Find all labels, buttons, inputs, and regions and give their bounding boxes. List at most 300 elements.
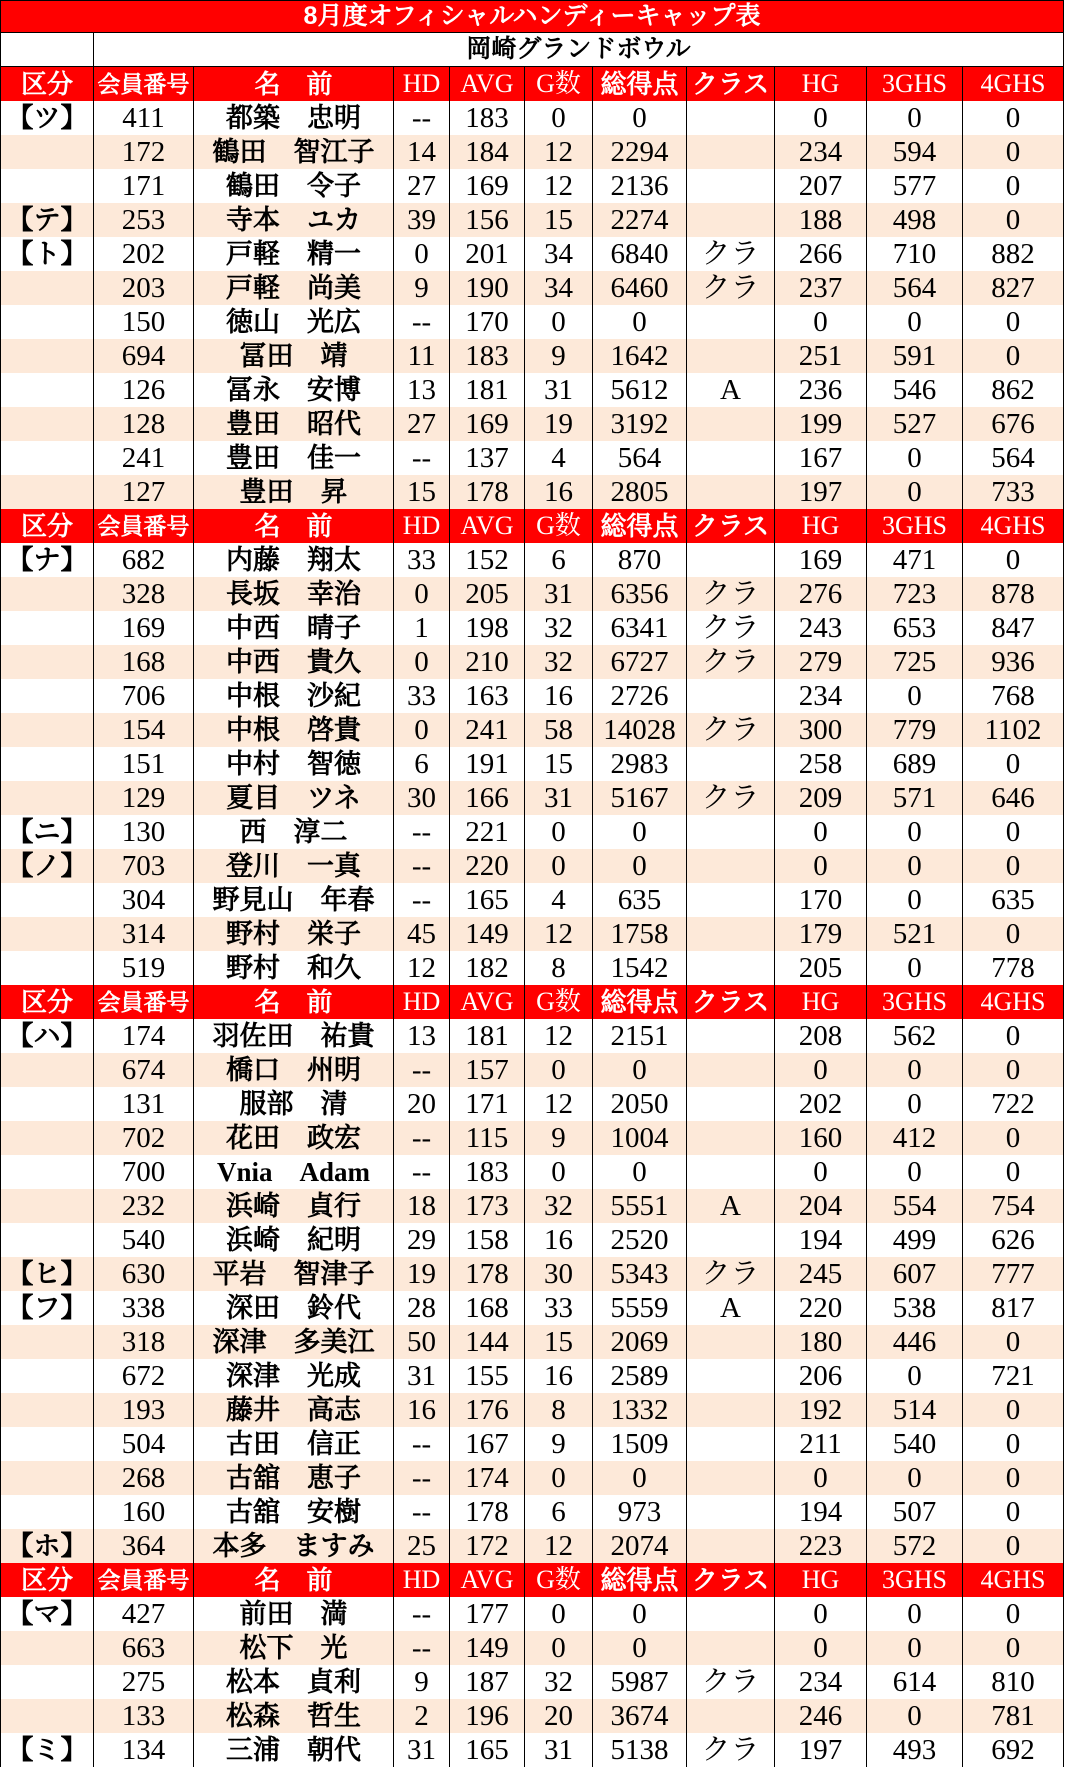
average-value: 198 <box>450 611 525 645</box>
member-number: 232 <box>94 1189 194 1223</box>
member-row <box>0 271 1064 305</box>
high-game-value: 0 <box>775 849 867 883</box>
member-row <box>0 1631 1064 1665</box>
member-row <box>0 441 1064 475</box>
member-row <box>0 237 1064 271</box>
header-section: 区分 <box>0 67 94 101</box>
total-score-value: 2294 <box>593 135 687 169</box>
high-4-game-series-value: 0 <box>963 1597 1064 1631</box>
member-name: 浜崎 貞行 <box>194 1189 394 1223</box>
high-4-game-series-value: 781 <box>963 1699 1064 1733</box>
section-label: 【ツ】 <box>0 101 94 135</box>
games-value: 16 <box>525 679 593 713</box>
average-value: 167 <box>450 1427 525 1461</box>
member-number: 169 <box>94 611 194 645</box>
member-name: 鶴田 令子 <box>194 169 394 203</box>
average-value: 174 <box>450 1461 525 1495</box>
high-game-value: 0 <box>775 1053 867 1087</box>
total-score-value: 1542 <box>593 951 687 985</box>
class-value <box>687 339 775 373</box>
header-class: クラス <box>687 985 775 1019</box>
high-game-value: 243 <box>775 611 867 645</box>
member-row <box>0 1189 1064 1223</box>
section-label <box>0 747 94 781</box>
games-value: 0 <box>525 1155 593 1189</box>
high-4-game-series-value: 0 <box>963 1631 1064 1665</box>
games-value: 20 <box>525 1699 593 1733</box>
high-4-game-series-value: 0 <box>963 169 1064 203</box>
high-4-game-series-value: 626 <box>963 1223 1064 1257</box>
class-value <box>687 1597 775 1631</box>
member-row <box>0 305 1064 339</box>
games-value: 34 <box>525 237 593 271</box>
total-score-value: 1332 <box>593 1393 687 1427</box>
high-3-game-series-value: 527 <box>867 407 963 441</box>
high-4-game-series-value: 722 <box>963 1087 1064 1121</box>
handicap-value: -- <box>394 1495 450 1529</box>
high-game-value: 237 <box>775 271 867 305</box>
header-name: 名 前 <box>194 1563 394 1597</box>
section-label <box>0 951 94 985</box>
high-3-game-series-value: 0 <box>867 679 963 713</box>
bowling-center-name: 岡崎グランドボウル <box>94 33 1064 66</box>
handicap-value: 0 <box>394 645 450 679</box>
header-section: 区分 <box>0 509 94 543</box>
handicap-value: 31 <box>394 1359 450 1393</box>
class-value <box>687 407 775 441</box>
high-4-game-series-value: 0 <box>963 815 1064 849</box>
average-value: 171 <box>450 1087 525 1121</box>
high-game-value: 220 <box>775 1291 867 1325</box>
class-value <box>687 849 775 883</box>
section-label <box>0 883 94 917</box>
average-value: 201 <box>450 237 525 271</box>
total-score-value: 2726 <box>593 679 687 713</box>
header-4-game-series: 4GHS <box>963 1563 1064 1597</box>
high-4-game-series-value: 0 <box>963 203 1064 237</box>
class-value <box>687 305 775 339</box>
class-value <box>687 1461 775 1495</box>
total-score-value: 5551 <box>593 1189 687 1223</box>
member-number: 133 <box>94 1699 194 1733</box>
member-name: 徳山 光広 <box>194 305 394 339</box>
games-value: 0 <box>525 849 593 883</box>
section-label <box>0 135 94 169</box>
section-label <box>0 339 94 373</box>
games-value: 16 <box>525 1359 593 1393</box>
section-label: 【ニ】 <box>0 815 94 849</box>
member-row <box>0 747 1064 781</box>
member-number: 682 <box>94 543 194 577</box>
total-score-value: 0 <box>593 1597 687 1631</box>
header-name: 名 前 <box>194 67 394 101</box>
high-game-value: 180 <box>775 1325 867 1359</box>
class-value <box>687 1121 775 1155</box>
member-name: 藤井 高志 <box>194 1393 394 1427</box>
games-value: 0 <box>525 1631 593 1665</box>
section-label <box>0 1427 94 1461</box>
header-3-game-series: 3GHS <box>867 509 963 543</box>
class-value <box>687 1631 775 1665</box>
high-4-game-series-value: 0 <box>963 1461 1064 1495</box>
games-value: 0 <box>525 101 593 135</box>
header-games: G数 <box>525 985 593 1019</box>
header-3-game-series: 3GHS <box>867 985 963 1019</box>
total-score-value: 0 <box>593 101 687 135</box>
average-value: 149 <box>450 917 525 951</box>
member-row <box>0 917 1064 951</box>
section-label <box>0 1359 94 1393</box>
high-game-value: 197 <box>775 475 867 509</box>
average-value: 173 <box>450 1189 525 1223</box>
high-3-game-series-value: 0 <box>867 1155 963 1189</box>
section-label <box>0 1087 94 1121</box>
total-score-value: 0 <box>593 849 687 883</box>
member-row <box>0 135 1064 169</box>
average-value: 221 <box>450 815 525 849</box>
high-3-game-series-value: 591 <box>867 339 963 373</box>
high-game-value: 209 <box>775 781 867 815</box>
class-value <box>687 1223 775 1257</box>
section-label <box>0 1699 94 1733</box>
member-name: 中根 沙紀 <box>194 679 394 713</box>
class-value <box>687 917 775 951</box>
high-game-value: 223 <box>775 1529 867 1563</box>
games-value: 9 <box>525 1121 593 1155</box>
games-value: 33 <box>525 1291 593 1325</box>
member-number: 160 <box>94 1495 194 1529</box>
handicap-value: 45 <box>394 917 450 951</box>
high-4-game-series-value: 0 <box>963 1529 1064 1563</box>
member-name: 深津 多美江 <box>194 1325 394 1359</box>
handicap-value: 9 <box>394 271 450 305</box>
high-game-value: 251 <box>775 339 867 373</box>
member-row <box>0 1427 1064 1461</box>
member-name: 野見山 年春 <box>194 883 394 917</box>
header-games: G数 <box>525 1563 593 1597</box>
header-name: 名 前 <box>194 985 394 1019</box>
high-3-game-series-value: 0 <box>867 441 963 475</box>
class-value <box>687 441 775 475</box>
member-number: 328 <box>94 577 194 611</box>
total-score-value: 635 <box>593 883 687 917</box>
games-value: 12 <box>525 135 593 169</box>
high-4-game-series-value: 754 <box>963 1189 1064 1223</box>
high-3-game-series-value: 0 <box>867 1087 963 1121</box>
games-value: 34 <box>525 271 593 305</box>
member-row <box>0 1495 1064 1529</box>
average-value: 149 <box>450 1631 525 1665</box>
member-number: 128 <box>94 407 194 441</box>
high-game-value: 192 <box>775 1393 867 1427</box>
member-name: 夏目 ツネ <box>194 781 394 815</box>
average-value: 165 <box>450 1733 525 1767</box>
member-name: 深津 光成 <box>194 1359 394 1393</box>
handicap-value: -- <box>394 1597 450 1631</box>
handicap-value: -- <box>394 883 450 917</box>
header-class: クラス <box>687 1563 775 1597</box>
games-value: 31 <box>525 781 593 815</box>
average-value: 155 <box>450 1359 525 1393</box>
member-row <box>0 203 1064 237</box>
header-member-number: 会員番号 <box>94 985 194 1019</box>
average-value: 183 <box>450 101 525 135</box>
games-value: 0 <box>525 815 593 849</box>
member-row <box>0 1393 1064 1427</box>
section-label: 【ホ】 <box>0 1529 94 1563</box>
section-label <box>0 441 94 475</box>
high-game-value: 245 <box>775 1257 867 1291</box>
member-row <box>0 883 1064 917</box>
class-value: クラ <box>687 1665 775 1699</box>
member-number: 672 <box>94 1359 194 1393</box>
high-game-value: 279 <box>775 645 867 679</box>
high-3-game-series-value: 562 <box>867 1019 963 1053</box>
column-header-row <box>0 1563 1064 1597</box>
section-label <box>0 475 94 509</box>
header-4-game-series: 4GHS <box>963 509 1064 543</box>
games-value: 4 <box>525 441 593 475</box>
high-3-game-series-value: 0 <box>867 1699 963 1733</box>
handicap-value: 6 <box>394 747 450 781</box>
header-high-game: HG <box>775 1563 867 1597</box>
high-game-value: 0 <box>775 1155 867 1189</box>
class-value <box>687 1393 775 1427</box>
average-value: 169 <box>450 407 525 441</box>
handicap-value: -- <box>394 815 450 849</box>
games-value: 31 <box>525 373 593 407</box>
handicap-value: 29 <box>394 1223 450 1257</box>
class-value <box>687 135 775 169</box>
member-row <box>0 475 1064 509</box>
total-score-value: 2274 <box>593 203 687 237</box>
handicap-value: -- <box>394 1155 450 1189</box>
high-game-value: 236 <box>775 373 867 407</box>
header-games: G数 <box>525 67 593 101</box>
handicap-value: 18 <box>394 1189 450 1223</box>
member-name: 三浦 朝代 <box>194 1733 394 1767</box>
class-value <box>687 1087 775 1121</box>
member-name: 戸軽 精一 <box>194 237 394 271</box>
subtitle-row <box>0 33 1064 67</box>
member-name: 豊田 佳一 <box>194 441 394 475</box>
section-label <box>0 1461 94 1495</box>
header-average: AVG <box>450 985 525 1019</box>
class-value: クラ <box>687 271 775 305</box>
member-number: 314 <box>94 917 194 951</box>
member-number: 630 <box>94 1257 194 1291</box>
member-row <box>0 611 1064 645</box>
member-number: 174 <box>94 1019 194 1053</box>
section-label <box>0 577 94 611</box>
total-score-value: 6356 <box>593 577 687 611</box>
high-4-game-series-value: 0 <box>963 339 1064 373</box>
member-number: 202 <box>94 237 194 271</box>
high-4-game-series-value: 0 <box>963 1427 1064 1461</box>
high-4-game-series-value: 862 <box>963 373 1064 407</box>
class-value <box>687 1529 775 1563</box>
high-3-game-series-value: 689 <box>867 747 963 781</box>
handicap-value: 14 <box>394 135 450 169</box>
section-label <box>0 271 94 305</box>
high-game-value: 0 <box>775 815 867 849</box>
high-game-value: 0 <box>775 1461 867 1495</box>
total-score-value: 2136 <box>593 169 687 203</box>
high-4-game-series-value: 0 <box>963 1393 1064 1427</box>
high-3-game-series-value: 710 <box>867 237 963 271</box>
high-4-game-series-value: 817 <box>963 1291 1064 1325</box>
high-game-value: 234 <box>775 1665 867 1699</box>
games-value: 16 <box>525 475 593 509</box>
section-label <box>0 713 94 747</box>
handicap-value: -- <box>394 1461 450 1495</box>
games-value: 6 <box>525 543 593 577</box>
header-total-score: 総得点 <box>593 1563 687 1597</box>
high-4-game-series-value: 0 <box>963 1019 1064 1053</box>
member-number: 203 <box>94 271 194 305</box>
high-game-value: 246 <box>775 1699 867 1733</box>
high-3-game-series-value: 471 <box>867 543 963 577</box>
member-name: 平岩 智津子 <box>194 1257 394 1291</box>
games-value: 30 <box>525 1257 593 1291</box>
section-label <box>0 645 94 679</box>
handicap-value: 30 <box>394 781 450 815</box>
games-value: 4 <box>525 883 593 917</box>
games-value: 6 <box>525 1495 593 1529</box>
member-number: 700 <box>94 1155 194 1189</box>
header-total-score: 総得点 <box>593 509 687 543</box>
member-row <box>0 1223 1064 1257</box>
section-label <box>0 917 94 951</box>
high-4-game-series-value: 827 <box>963 271 1064 305</box>
member-row <box>0 1257 1064 1291</box>
member-name: 中村 智徳 <box>194 747 394 781</box>
games-value: 8 <box>525 951 593 985</box>
member-number: 519 <box>94 951 194 985</box>
average-value: 168 <box>450 1291 525 1325</box>
games-value: 12 <box>525 1019 593 1053</box>
games-value: 15 <box>525 747 593 781</box>
games-value: 9 <box>525 1427 593 1461</box>
high-game-value: 300 <box>775 713 867 747</box>
member-name: 中根 啓貴 <box>194 713 394 747</box>
member-number: 504 <box>94 1427 194 1461</box>
sheet-title: 8月度オフィシャルハンディーキャップ表 <box>303 2 761 30</box>
member-row <box>0 543 1064 577</box>
header-high-game: HG <box>775 509 867 543</box>
high-game-value: 266 <box>775 237 867 271</box>
member-name: 松本 貞利 <box>194 1665 394 1699</box>
header-total-score: 総得点 <box>593 985 687 1019</box>
handicap-value: 27 <box>394 169 450 203</box>
member-row <box>0 1359 1064 1393</box>
high-3-game-series-value: 723 <box>867 577 963 611</box>
member-name: 古田 信正 <box>194 1427 394 1461</box>
column-header-row <box>0 985 1064 1019</box>
average-value: 181 <box>450 1019 525 1053</box>
member-name: 松森 哲生 <box>194 1699 394 1733</box>
member-row <box>0 781 1064 815</box>
high-game-value: 206 <box>775 1359 867 1393</box>
member-row <box>0 1699 1064 1733</box>
member-name: 内藤 翔太 <box>194 543 394 577</box>
section-label <box>0 679 94 713</box>
member-number: 674 <box>94 1053 194 1087</box>
high-3-game-series-value: 538 <box>867 1291 963 1325</box>
member-row <box>0 1155 1064 1189</box>
member-number: 706 <box>94 679 194 713</box>
games-value: 12 <box>525 169 593 203</box>
subtitle-blank-cell <box>0 33 94 66</box>
class-value <box>687 1427 775 1461</box>
handicap-value: -- <box>394 1053 450 1087</box>
class-value <box>687 1155 775 1189</box>
total-score-value: 5138 <box>593 1733 687 1767</box>
member-row <box>0 1087 1064 1121</box>
high-3-game-series-value: 514 <box>867 1393 963 1427</box>
handicap-value: -- <box>394 1631 450 1665</box>
high-3-game-series-value: 0 <box>867 475 963 509</box>
games-value: 12 <box>525 1529 593 1563</box>
handicap-value: 19 <box>394 1257 450 1291</box>
high-4-game-series-value: 0 <box>963 305 1064 339</box>
high-game-value: 205 <box>775 951 867 985</box>
total-score-value: 5987 <box>593 1665 687 1699</box>
average-value: 115 <box>450 1121 525 1155</box>
class-value: A <box>687 373 775 407</box>
high-4-game-series-value: 778 <box>963 951 1064 985</box>
average-value: 183 <box>450 1155 525 1189</box>
member-row <box>0 1529 1064 1563</box>
high-game-value: 276 <box>775 577 867 611</box>
member-row <box>0 1665 1064 1699</box>
high-game-value: 207 <box>775 169 867 203</box>
games-value: 31 <box>525 577 593 611</box>
header-average: AVG <box>450 1563 525 1597</box>
games-value: 0 <box>525 1053 593 1087</box>
high-3-game-series-value: 653 <box>867 611 963 645</box>
total-score-value: 870 <box>593 543 687 577</box>
games-value: 58 <box>525 713 593 747</box>
handicap-value: 16 <box>394 1393 450 1427</box>
header-games: G数 <box>525 509 593 543</box>
handicap-value: 0 <box>394 577 450 611</box>
high-3-game-series-value: 572 <box>867 1529 963 1563</box>
member-name: 豊田 昭代 <box>194 407 394 441</box>
member-number: 126 <box>94 373 194 407</box>
member-name: 服部 清 <box>194 1087 394 1121</box>
games-value: 32 <box>525 1189 593 1223</box>
average-value: 210 <box>450 645 525 679</box>
handicap-value: 0 <box>394 237 450 271</box>
handicap-value: 0 <box>394 713 450 747</box>
total-score-value: 2050 <box>593 1087 687 1121</box>
header-high-game: HG <box>775 67 867 101</box>
section-label <box>0 1223 94 1257</box>
high-game-value: 179 <box>775 917 867 951</box>
games-value: 8 <box>525 1393 593 1427</box>
high-3-game-series-value: 0 <box>867 815 963 849</box>
high-3-game-series-value: 412 <box>867 1121 963 1155</box>
header-handicap: HD <box>394 509 450 543</box>
section-label: 【テ】 <box>0 203 94 237</box>
member-row <box>0 1325 1064 1359</box>
member-name: 都築 忠明 <box>194 101 394 135</box>
section-label <box>0 1631 94 1665</box>
member-name: 前田 満 <box>194 1597 394 1631</box>
average-value: 178 <box>450 475 525 509</box>
class-value: クラ <box>687 237 775 271</box>
